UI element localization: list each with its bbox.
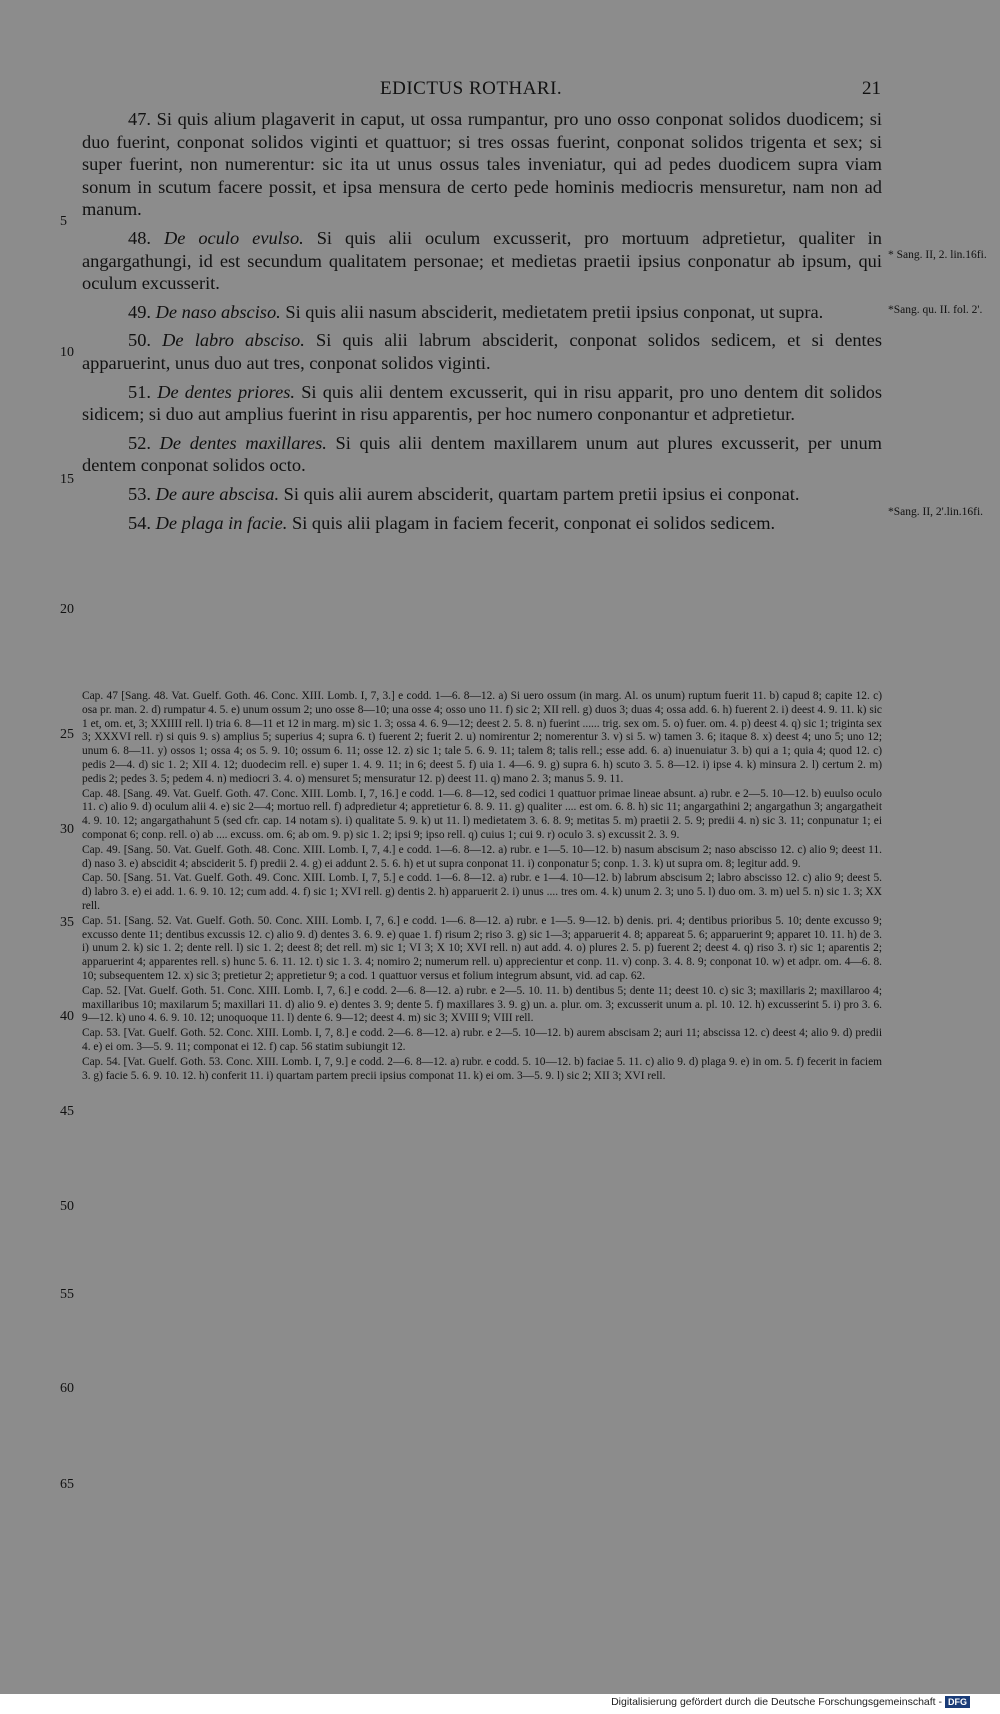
- chapter-rubric: De dentes priores.: [157, 381, 296, 402]
- chapter-48: [82, 227, 882, 295]
- line-number: 30: [60, 822, 74, 837]
- chapter-body: Si quis alii nasum absciderit, medietatem pretii ipsius conponat, ut supra.: [285, 301, 824, 322]
- margin-note: * Sang. II, 2. lin.16fi.: [888, 249, 987, 261]
- chapter-rubric: De dentes maxillares.: [159, 432, 327, 453]
- chapter-number: 54.: [128, 512, 151, 533]
- apparatus-entry: Cap. 47 [Sang. 48. Vat. Guelf. Goth. 46. Conc. XIII. Lomb. I, 7, 3.] e codd. 1—6. 8—12. a) Si uero ossum (in marg. Al. os unum) ruptum fuerit 11. b) capud 8; capite 12. c) osa pr. man. 2. d) rumpatur 4. 5. e) unum ossum 2; uno osse 8—10; una osse 4; osso uno 11. f) sic 2; XII rell. g) duos 3; duas 4; ossa add. 6. h) fuerent 2. i) deest 4. 9. 11. k) sic 1 et, om. et, 3; XXIIII rell. l) tria 6. 8—11 et 12 in marg. m) sic 1. 3; ossa 4. 6. 9—12; deest 2. 5. 8. n) fuerint ...... trig. sex om. 5. o) fuer. om. 4. p) deest 4. q) sic 1; triginta sex 3; XXXVI rell. r) si quis 9. s) amplius 5; superius 4; supra 6. t) fuerent 2; fuerit 2. u) nomirentur 2; nomerentur 3. v) si 5. w) tamen 3. 6; itaque 8. x) deest 4; uno 5; uno 12; unum 6. 8—11. y) ossos 1; ossa 4; os 5. 9. 10; ossum 6. 11; osse 12. z) sic 1; tale 5. 6. 9. 11; talem 8; talis rell.; esse add. 6. a) inuenuiatur 3. b) qui a 1; quia 4; quod 12. c) pedis 2—4. d) sic 1. 2; XII 4. 12; duodecim rell. e) super 1. 4. 9. 11; in 6; deest 5. f) uia 1. 4—6. 9. g) supra 6. h) scuto 3. 5. 8—12. i) ipse 4. k) minsura 2. l) certum 2. m) pedis 2; pedes 3. 5; pedem 4. n) mediocri 3. 4. o) mensuret 5; mensuratur 12. p) deest 11. q) mano 2. 3; manus 5. 9. 11.: [82, 690, 882, 785]
- line-number: 5: [60, 214, 67, 229]
- apparatus-entry: Cap. 51. [Sang. 52. Vat. Guelf. Goth. 50. Conc. XIII. Lomb. I, 7, 6.] e codd. 1—6. 8—12. a) rubr. e 1—5. 9—12. b) denis. pri. 4; dentibus prioribus 5. 10; dente excusso 9; excusso dente 11; dentibus excussis 12. c) alio 9. d) dentes 3. 6. 9. e) quae 1. f) risum 2; riso 3. g) sic 1—3; apparuerit 4. 8; appareat 5. 6; apparuerint 9; apparet 10. 11. h) de 3. i) unum 2. k) sic 1. 2; dente rell. l) sic 1. 2; deest 8; det rell. m) sic 1; VI 3; X 10; XVI rell. n) aut add. 4. o) plures 2. 5. p) fuerent 2; deest 4. q) riso 3. r) sic 1; aparentis 2; apparuerint 4; apparentes rell. s) hunc 5. 6. 11. 12. t) sic 1. 3. 4; nomiro 2; numerum rell. u) apprecientur et conp. 11. v) conp. 3. 4. 8. 9; conponat 10. w) et adpr. om. 4—6. 8. 10; subsequentem 12. x) sic 3; pretietur 2; appretietur 9; a cod. 1 quattuor versus et folium integrum absunt, vid. ad cap. 62.: [82, 914, 882, 982]
- chapter-53: [82, 483, 882, 506]
- chapter-body: Si quis alii labrum absciderit, conponat solidos sedicem, et si dentes apparuerint, unus duo aut tres, conponat solidos viginti.: [82, 330, 882, 373]
- edict-text: [82, 108, 882, 540]
- line-number: 45: [60, 1104, 74, 1119]
- apparatus-entry: Cap. 54. [Vat. Guelf. Goth. 53. Conc. XIII. Lomb. I, 7, 9.] e codd. 2—6. 8—12. a) rubr. e codd. 5. 10—12. b) faciae 5. 11. c) alio 9. d) plaga 9. e) in om. 5. f) fecerit in faciem 3. g) facie 5. 6. 9. 10. 12. h) conferit 11. i) quartam partem precii ipsius componat 11. k) ei om. 3—5. 9. l) sic 2; XII 3; XVI rell.: [82, 1055, 882, 1082]
- footer-bar: [0, 1694, 1000, 1714]
- chapter-body: Si quis alii dentem maxillarem unum aut plures excusserit, per unum dentem conponat solidos octo.: [82, 432, 882, 476]
- chapter-51: [82, 381, 882, 426]
- running-title: EDICTUS ROTHARI.: [380, 78, 563, 99]
- chapter-number: 53.: [128, 483, 151, 504]
- chapter-rubric: De labro absciso.: [162, 330, 305, 351]
- chapter-number: 47.: [128, 109, 151, 129]
- line-number: 10: [60, 345, 74, 360]
- line-number: 15: [60, 472, 74, 487]
- chapter-rubric: De aure abscisa.: [155, 483, 280, 504]
- line-number: 35: [60, 915, 74, 930]
- line-number: 55: [60, 1287, 74, 1302]
- line-number: 40: [60, 1009, 74, 1024]
- apparatus-entry: Cap. 49. [Sang. 50. Vat. Guelf. Goth. 48. Conc. XIII. Lomb. I, 7, 4.] e codd. 1—6. 8—12. a) rubr. e 1—5. 10—12. b) nasum abscisum 2; naso abscisso 12. c) alio 9; deest 11. d) naso 3. e) abscidit 4; absciderit 5. f) predii 2. 4. g) ei addunt 2. 5. 6. h) et ut supra conponat 11. i) conponatur 5; conp. 1. 3. k) ut supra om. 8; legitur add. 9.: [82, 843, 882, 870]
- line-number: 20: [60, 602, 74, 617]
- footer-credit: [611, 1696, 970, 1708]
- apparatus-entry: Cap. 48. [Sang. 49. Vat. Guelf. Goth. 47. Conc. XIII. Lomb. I, 7, 16.] e codd. 1—6. 8—12, sed codici 1 quattuor primae lineae absunt. a) rubr. e 2—5. 10—12. b) euulso oculo 11. c) alio 9. d) oculum alii 4. e) sic 2—4; mortuo rell. f) adpredietur 4; appretietur 6. 8. 9. 11. g) qualiter .... est om. 6. 8. h) sic 11; angargathini 2; angargathun 3; angargatheit 4. 9. 10. 12; angargathahunt 5 (sed cfr. cap. 14 notam s). i) qualitate 5. 9. k) ut 11. l) medietatem 3. 6. 8. 9; metitas 5. m) praetii 2. 5. 9; predii 4. n) sic 3. 11; conpunatur 1; ei componat 6; conp. rell. o) ab .... excuss. om. 6; ab om. 9. p) sic 1. 2; ipsi 9; ipso rell. q) cuius 1; cui 9. r) oculo 3. s) excussit 2. 3. 9.: [82, 787, 882, 841]
- chapter-52: [82, 432, 882, 477]
- chapter-rubric: De plaga in facie.: [155, 512, 288, 533]
- page-header: [0, 78, 1000, 108]
- chapter-number: 49.: [128, 301, 151, 322]
- critical-apparatus: [82, 690, 882, 1084]
- apparatus-entry: Cap. 52. [Vat. Guelf. Goth. 51. Conc. XIII. Lomb. I, 7, 6.] e codd. 2—6. 8—12. a) rubr. e 2—5. 10. 11. b) dentibus 5; dente 11; deest 10. c) sic 3; maxillaris 2; maxillaroo 4; maxillaribus 10; maxilarum 5; maxillari 11. d) alio 9. e) dentes 3. 9; dente 5. f) maxillares 3. 9. g) un. a. plur. om. 3; excusserit unum a. pl. 10. 12. h) excusserint 5. i) pro 3. 6. 9—12. k) uno 4. 6. 9. 10. 12; unoquoque 11. l) dente 6. 9—12; deest 4. m) sic 3; XVIII 9; VIII rell.: [82, 984, 882, 1025]
- margin-note: *Sang. II, 2'.lin.16fi.: [888, 506, 984, 518]
- chapter-rubric: De naso absciso.: [155, 301, 281, 322]
- chapter-54: [82, 512, 882, 535]
- chapter-number: 52.: [128, 432, 151, 453]
- apparatus-entry: Cap. 50. [Sang. 51. Vat. Guelf. Goth. 49. Conc. XIII. Lomb. I, 7, 5.] e codd. 1—6. 8—12. a) rubr. e 1—4. 10—12. b) labrum abscisum 2; labro abscisso 12. c) alio 9; deest 5. d) labro 3. e) ei add. 1. 6. 9. 10. 12; cum add. 4. f) sic 1; XVI rell. g) dentis 2. h) apparuerit 2. i) unus .... tres om. 4. k) unum 2. 3; uno 5. l) duo om. 3. m) uel 5. n) sic 1. 3; XX rell.: [82, 872, 882, 912]
- apparatus-entry: Cap. 53. [Vat. Guelf. Goth. 52. Conc. XIII. Lomb. I, 7, 8.] e codd. 2—6. 8—12. a) rubr. e 2—5. 10—12. b) aurem abscisam 2; auri 11; abscissa 12. c) deest 4; alio 9. d) predii 4. e) ei om. 3—5. 9. 11; componat ei 12. f) cap. 56 statim subiungit 12.: [82, 1027, 882, 1053]
- chapter-number: 48.: [128, 227, 151, 248]
- line-number: 65: [60, 1477, 74, 1492]
- chapter-body: Si quis alii plagam in faciem fecerit, conponat ei solidos sedicem.: [292, 512, 776, 533]
- page-number: 21: [862, 78, 881, 99]
- chapter-body: Si quis alii oculum excusserit, pro mortuum adpretietur, qualiter in angargathungi, id est secundum qualitatem personae; et medietas praetii ipsius conponatur ab ipsum, qui oculum excusserit.: [82, 227, 882, 294]
- chapter-47: [82, 108, 882, 221]
- chapter-body: Si quis alii dentem excusserit, qui in risu apparit, pro uno dentem dit solidos sidicem; si duo aut amplius fuerint in risu apparentis, per hoc numero conponantur et adpretietur.: [82, 381, 883, 425]
- line-number: 25: [60, 727, 74, 742]
- chapter-50: [82, 329, 882, 374]
- chapter-body: Si quis alii aurem absciderit, quartam partem pretii ipsius ei conponat.: [283, 483, 800, 504]
- dfg-logo-icon: DFG: [945, 1696, 970, 1708]
- chapter-rubric: De oculo evulso.: [163, 227, 304, 248]
- chapter-body: Si quis alium plagaverit in caput, ut ossa rumpantur, pro uno osso conponat solidos duodicem; si duo fuerint, conponat solidos viginti et quattuor; si tres ossas fuerint, conponat solidos trigenta et sex; si super fuerint, non numerentur: sic ita ut unus ossus tales inveniatur, qui ad pedes duodicem supra viam sonum in scutum facere possit, et ipsa mensura de certo pede hominis mediocris mensuretur, nam non ad manum.: [82, 109, 882, 220]
- chapter-number: 50.: [128, 330, 151, 351]
- chapter-49: [82, 301, 882, 324]
- footer-credit-text: Digitalisierung gefördert durch die Deutsche Forschungsgemeinschaft -: [611, 1696, 942, 1708]
- line-number: 60: [60, 1381, 74, 1396]
- chapter-number: 51.: [128, 381, 151, 402]
- line-number: 50: [60, 1199, 74, 1214]
- margin-note: *Sang. qu. II. fol. 2'.: [888, 304, 983, 316]
